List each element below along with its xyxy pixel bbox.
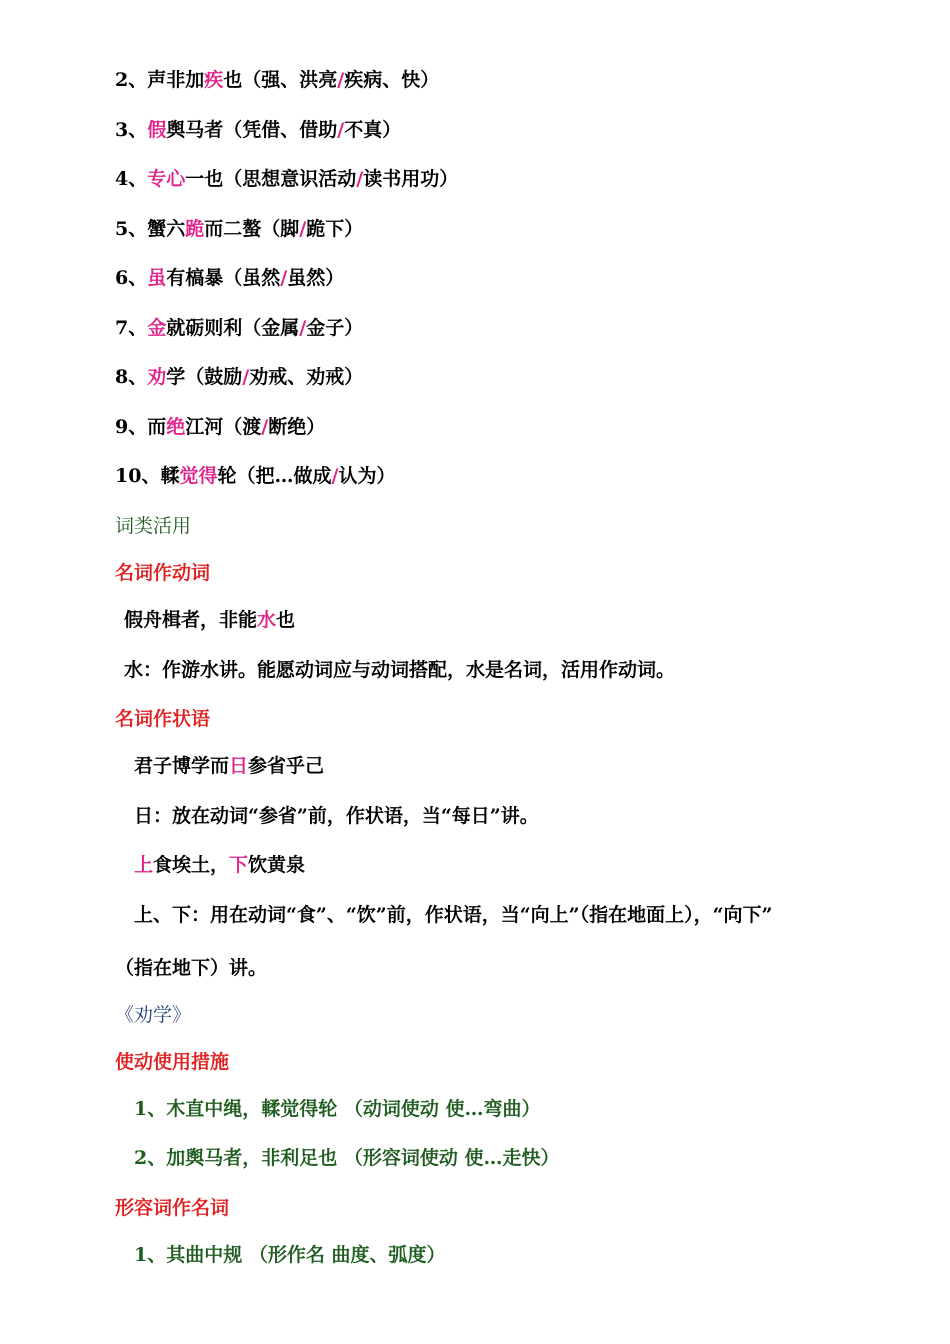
vocab-item-3: 3、假舆马者（凭借、借助/不真） (115, 119, 402, 141)
causative-item-2: 2、加舆马者，非利足也 （形容词使动 使…走快） (134, 1147, 560, 1169)
vocab-item-5: 5、蟹六跪而二螯（脚/跪下） (115, 218, 364, 240)
adjective-as-noun-item-1: 1、其曲中规 （形作名 曲度、弧度） (134, 1244, 446, 1266)
vocab-item-8: 8、劝学（鼓励/劝戒、劝戒） (115, 366, 364, 388)
note-noun-as-adverbial-2a: 上、下：用在动词“食”、“饮”前，作状语，当“向上”（指在地面上），“向下” (134, 904, 773, 926)
heading-noun-as-adverbial: 名词作状语 (115, 708, 211, 730)
example-noun-as-verb: 假舟楫者，非能水也 (124, 609, 296, 631)
section-heading-word-class: 词类活用 (115, 515, 192, 537)
heading-causative: 使动使用措施 (115, 1051, 230, 1073)
example-noun-as-adverbial-2: 上食埃土，下饮黄泉 (134, 854, 306, 876)
heading-adjective-as-noun: 形容词作名词 (115, 1197, 230, 1219)
vocab-item-10: 10、輮觉得轮（把…做成/认为） (115, 465, 396, 487)
heading-noun-as-verb: 名词作动词 (115, 562, 211, 584)
vocab-item-9: 9、而绝江河（渡/断绝） (115, 416, 326, 438)
vocab-item-4: 4、专心一也（思想意识活动/读书用功） (115, 168, 459, 190)
causative-item-1: 1、木直中绳，輮觉得轮 （动词使动 使…弯曲） (134, 1098, 541, 1120)
note-noun-as-adverbial-2b: （指在地下）讲。 (115, 957, 268, 979)
vocab-item-2: 2、声非加疾也（强、洪亮/疾病、快） (115, 69, 440, 91)
quanxue-title: 《劝学》 (115, 1004, 192, 1026)
note-noun-as-adverbial-1: 日：放在动词“参省”前，作状语，当“每日”讲。 (134, 805, 539, 827)
vocab-item-6: 6、虽有槁暴（虽然/虽然） (115, 267, 345, 289)
note-noun-as-verb: 水：作游水讲。能愿动词应与动词搭配，水是名词，活用作动词。 (124, 659, 676, 681)
example-noun-as-adverbial-1: 君子博学而日参省乎己 (134, 755, 325, 777)
vocab-item-7: 7、金就砺则利（金属/金子） (115, 317, 364, 339)
